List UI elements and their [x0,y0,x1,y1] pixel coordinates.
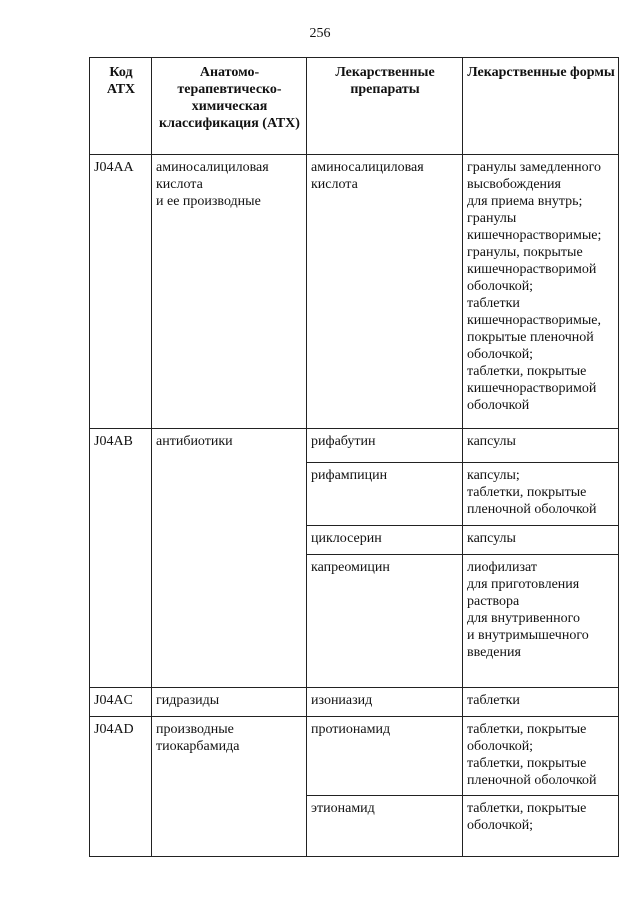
atx-class-cell: гидразиды [152,688,307,717]
atx-code-cell: J04AC [90,688,152,717]
table-row [90,155,619,429]
drug-cell: протионамид [307,717,463,796]
form-cell: капсулы [463,526,619,555]
drug-cell: циклосерин [307,526,463,555]
drug-cell: этионамид [307,796,463,857]
atx-code-cell: J04AA [90,155,152,429]
page-number: 256 [309,26,331,41]
atx-code-cell: J04AB [90,429,152,688]
header-classification: Анатомо-терапевтическо-химическая классификация (АТХ) [152,58,307,155]
atx-class-cell: производные тиокарбамида [152,717,307,857]
form-cell: капсулы; таблетки, покрытые пленочной оболочкой [463,463,619,526]
atx-table [89,57,619,857]
atx-class-cell: антибиотики [152,429,307,688]
header-forms: Лекарственные формы [463,58,619,155]
drug-cell: рифампицин [307,463,463,526]
form-cell: таблетки [463,688,619,717]
atx-class-cell: аминосалициловая кислота и ее производные [152,155,307,429]
table-row [90,688,619,717]
drug-cell: рифабутин [307,429,463,463]
form-cell: гранулы замедленного высвобождения для приема внутрь; гранулы кишечнорастворимые; гранулы, покрытые кишечнорастворимой оболочкой; таблетки кишечнорастворимые, покрытые пленочной оболочкой; таблетки, покрытые кишечнорастворимой оболочкой [463,155,619,429]
header-code: Код АТХ [90,58,152,155]
drug-cell: капреомицин [307,555,463,688]
form-cell: капсулы [463,429,619,463]
header-drugs: Лекарственные препараты [307,58,463,155]
table-row [90,429,619,463]
form-cell: таблетки, покрытые оболочкой; [463,796,619,857]
form-cell: таблетки, покрытые оболочкой; таблетки, покрытые пленочной оболочкой [463,717,619,796]
atx-code-cell: J04AD [90,717,152,857]
table-header-row [90,58,619,155]
form-cell: лиофилизат для приготовления раствора для внутривенного и внутримышечного введения [463,555,619,688]
drug-cell: аминосалициловая кислота [307,155,463,429]
drug-cell: изониазид [307,688,463,717]
table-row [90,717,619,796]
